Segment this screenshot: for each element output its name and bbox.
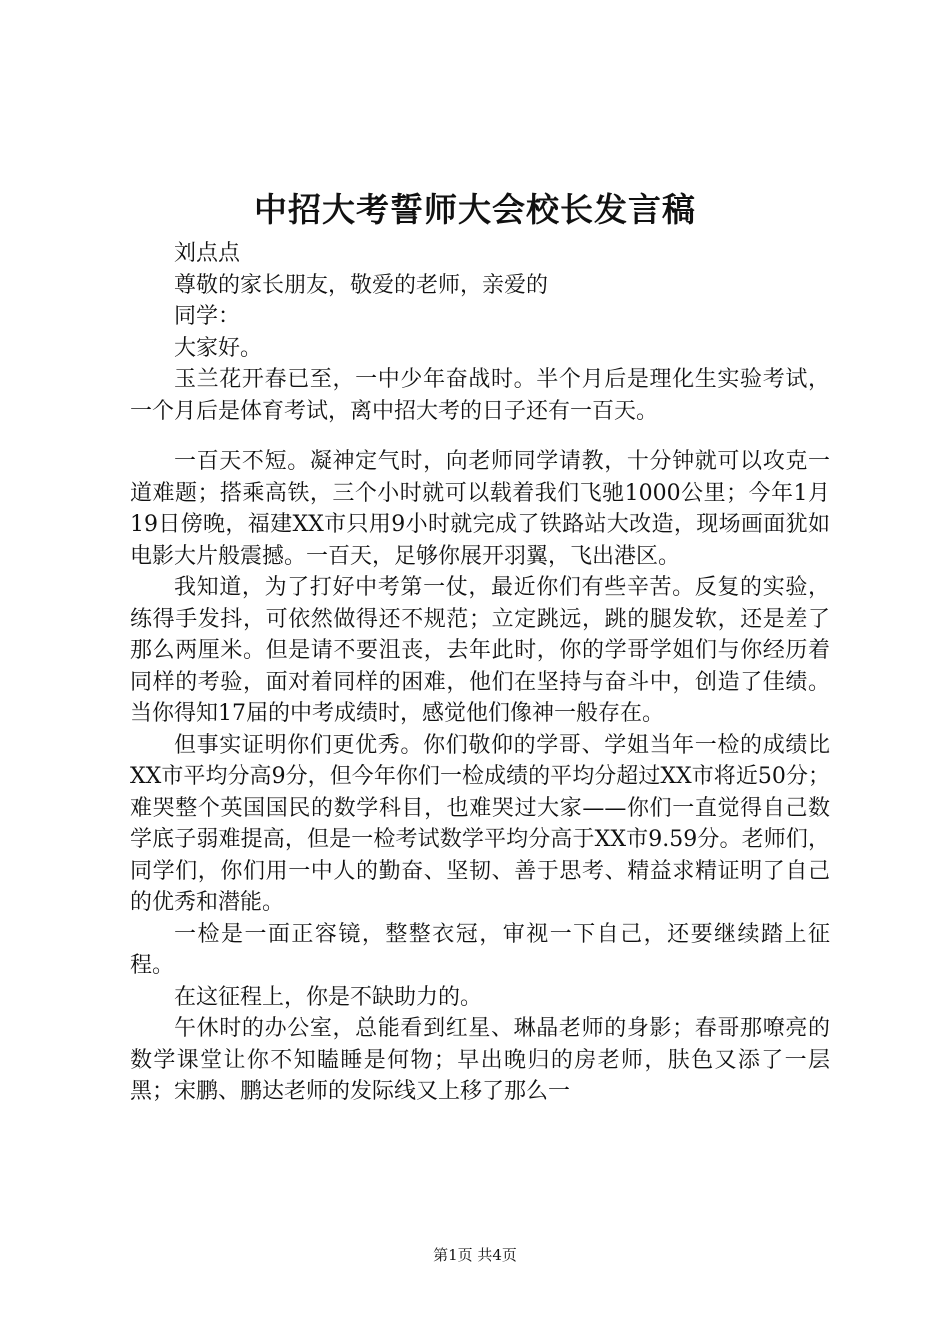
document-body: [130, 238, 830, 1108]
paragraph: 但事实证明你们更优秀。你们敬仰的学哥、学姐当年一检的成绩比XX市平均分高9分，但今年你们一检成绩的平均分超过XX市将近50分；难哭整个英国国民的数学科目，也难哭过大家——你们一直觉得自己数学底子弱难提高，但是一检考试数学平均分高于XX市9.59分。老师们，同学们，你们用一中人的勤奋、坚韧、善于思考、精益求精证明了自己的优秀和潜能。: [130, 732, 830, 915]
paragraph: 我知道，为了打好中考第一仗，最近你们有些辛苦。反复的实验，练得手发抖，可依然做得还不规范；立定跳远，跳的腿发软，还是差了那么两厘米。但是请不要沮丧，去年此时，你的学哥学姐们与你经历着同样的考验，面对着同样的困难，他们在坚持与奋斗中，创造了佳绩。当你得知17届的中考成绩时，感觉他们像神一般存在。: [130, 575, 830, 726]
paragraph: 一检是一面正容镜，整整衣冠，审视一下自己，还要继续踏上征程。: [130, 921, 830, 978]
paragraph: 玉兰花开春已至，一中少年奋战时。半个月后是理化生实验考试，一个月后是体育考试，离中招大考的日子还有一百天。: [130, 367, 830, 424]
paragraph: 同学：: [174, 304, 241, 329]
paragraph: 大家好。: [174, 335, 263, 361]
paragraph: 午休时的办公室，总能看到红星、琳晶老师的身影；春哥那嘹亮的数学课堂让你不知瞌睡是何物；早出晚归的房老师，肤色又添了一层黑；宋鹏、鹏达老师的发际线又上移了那么一: [130, 1016, 830, 1104]
paragraph: 尊敬的家长朋友，敬爱的老师，亲爱的: [174, 272, 549, 298]
document-title: 中招大考誓师大会校长发言稿: [254, 190, 696, 229]
paragraph: 一百天不短。凝神定气时，向老师同学请教，十分钟就可以攻克一道难题；搭乘高铁，三个小时就可以载着我们飞驰1000公里；今年1月19日傍晚，福建XX市只用9小时就完成了铁路站大改造，现场画面犹如电影大片般震撼。一百天，足够你展开羽翼，飞出港区。: [130, 449, 830, 569]
paragraph: 在这征程上，你是不缺助力的。: [174, 984, 483, 1010]
page-footer: 第1页 共4页: [433, 1246, 517, 1264]
author-line: 刘点点: [174, 241, 241, 266]
